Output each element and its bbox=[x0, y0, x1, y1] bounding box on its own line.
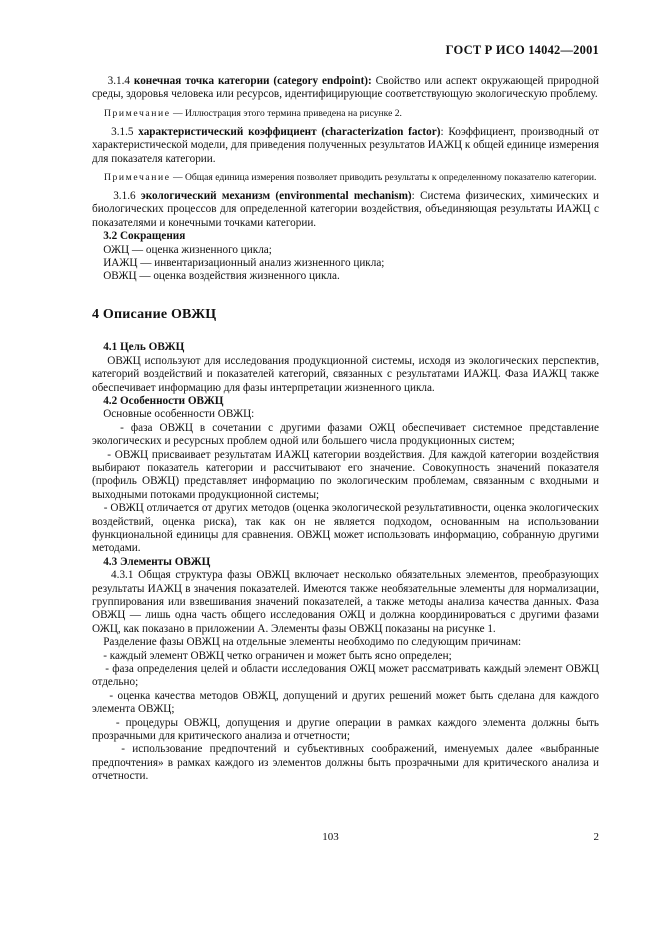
list-item bbox=[92, 717, 599, 744]
list-item-text: - оценка качества методов ОВЖЦ, допущений и других решений может быть сделана для каждого элемента ОВЖЦ; bbox=[92, 689, 600, 716]
document-body bbox=[92, 75, 599, 784]
section-title-text: 4 Описание ОВЖЦ bbox=[92, 306, 217, 322]
abbreviation-item bbox=[92, 257, 599, 270]
abbreviation-text: ОВЖЦ — оценка воздействия жизненного цикла. bbox=[103, 270, 340, 283]
definition: : Коэффициент, производный от характеристической модели, для приведения полученных результатов ИАЖЦ к общей единице измерения для показателя категории. bbox=[92, 125, 600, 165]
clause-number: 3.1.5 bbox=[111, 125, 134, 138]
note-label: Примечание bbox=[104, 172, 171, 184]
definition: Свойство или аспект окружающей природной среды, здоровья человека или ресурсов, идентифицирующие соответствующую экологическую проблему. bbox=[92, 75, 600, 101]
note-1 bbox=[92, 108, 599, 120]
definition: : Система физических, химических и биологических процессов для определенной категории воздействия, объединяющая результаты ИАЖЦ с показателями и конечными точками категории. bbox=[92, 190, 600, 229]
subsection-title-text: 4.3 Элементы ОВЖЦ bbox=[103, 555, 211, 568]
list-item bbox=[92, 650, 599, 663]
subsection-title-4-3 bbox=[92, 556, 599, 569]
abbreviation-text: ОЖЦ — оценка жизненного цикла; bbox=[103, 243, 272, 256]
paragraph-3-1-6 bbox=[92, 190, 599, 230]
list-item-text: - ОВЖЦ отличается от других методов (оценка экологической результативности, оценка экологических воздействий, оценка риска), так как он не является подходом, основанным на использовании функциональной единицы для сравнения. ОВЖЦ может использовать информацию, собранную другими методами. bbox=[92, 502, 600, 555]
subsection-title-text: 4.2 Особенности ОВЖЦ bbox=[103, 394, 224, 407]
list-item bbox=[92, 449, 599, 503]
note-label: Примечание bbox=[104, 107, 171, 119]
subsection-title-4-2 bbox=[92, 395, 599, 408]
list-item-text: - каждый элемент ОВЖЦ четко ограничен и может быть ясно определен; bbox=[103, 649, 452, 662]
list-item-text: - процедуры ОВЖЦ, допущения и другие операции в рамках каждого элемента должны быть прозрачными для критического анализа и отчетности; bbox=[92, 716, 599, 743]
paragraph-text: ОВЖЦ используют для исследования продукционной системы, исходя из экологических перспектив, категорий воздействий и показателей категорий, связанных с результатами ИАЖЦ. Фаза ИАЖЦ также обеспечивает информацию для фазы интерпретации жизненного цикла. bbox=[92, 354, 599, 394]
section-title-4 bbox=[92, 308, 599, 321]
document-header: ГОСТ Р ИСО 14042—2001 bbox=[445, 43, 599, 57]
subsection-title-3-2 bbox=[92, 230, 599, 243]
subsection-title-text: 3.2 Сокращения bbox=[103, 230, 186, 243]
list-item-text: - фаза определения целей и области исследования ОЖЦ может рассматривать каждый элемент ОВЖЦ отдельно; bbox=[92, 663, 599, 689]
subsection-title-text: 4.1 Цель ОВЖЦ bbox=[103, 341, 185, 354]
term: конечная точка категории (category endpoint): bbox=[133, 75, 372, 87]
sheet-number: 2 bbox=[593, 831, 599, 843]
abbreviation-item bbox=[92, 270, 599, 283]
list-item-text: - использование предпочтений и субъективных соображений, именуемых далее «выбранные предпочтения» в рамках каждого из элементов должны быть прозрачными для критического анализа и отчетности. bbox=[92, 743, 599, 783]
subsection-title-4-1 bbox=[92, 341, 599, 354]
list-item bbox=[92, 422, 599, 449]
paragraph-3-1-4 bbox=[92, 75, 599, 102]
page-number: 103 bbox=[322, 831, 339, 843]
note-text: — Иллюстрация этого термина приведена на рисунке 2. bbox=[170, 107, 402, 119]
list-item bbox=[92, 743, 599, 783]
paragraph-4-3-1-intro bbox=[92, 636, 599, 649]
paragraph-text: 4.3.1 Общая структура фазы ОВЖЦ включает несколько обязательных элементов, преобразующих результаты ИАЖЦ в значения показателей. Имеются также необязательные элементы для нормализации, группирования или взвешивания значений показателей, а также методы анализа качества данных. Фаза ОВЖЦ — лишь одна часть общего исследования ОЖЦ и должна координироваться с другими фазами ОЖЦ, как показано в приложении А. Элементы фазы ОВЖЦ показаны на рисунке 1. bbox=[92, 569, 600, 635]
abbreviation-text: ИАЖЦ — инвентаризационный анализ жизненного цикла; bbox=[103, 257, 385, 270]
term: экологический механизм (environmental mechanism) bbox=[140, 190, 412, 203]
list-item-text: - фаза ОВЖЦ в сочетании с другими фазами ОЖЦ обеспечивает системное представление экологических и ресурсных проблем одной или большего числа продукционных систем; bbox=[92, 421, 599, 448]
term: характеристический коэффициент (characterization factor) bbox=[138, 125, 441, 138]
abbreviation-item bbox=[92, 244, 599, 257]
list-item bbox=[92, 690, 599, 717]
clause-number: 3.1.6 bbox=[113, 190, 136, 203]
paragraph-4-3-1 bbox=[92, 569, 599, 636]
paragraph-text: Основные особенности ОВЖЦ: bbox=[103, 408, 255, 421]
paragraph-text: Разделение фазы ОВЖЦ на отдельные элементы необходимо по следующим причинам: bbox=[103, 636, 522, 649]
list-item bbox=[92, 502, 599, 556]
list-item-text: - ОВЖЦ присваивает результатам ИАЖЦ категории воздействия. Для каждой категории воздействия выбирают показатель категории и рассчитывают его значение. Совокупность значений показателя (профиль ОВЖЦ) представляет информацию по экологическим проблемам, связанным с входными и выходными потоками продукционной системы; bbox=[92, 448, 599, 501]
list-item bbox=[92, 663, 599, 690]
paragraph-4-1 bbox=[92, 355, 599, 395]
note-2 bbox=[92, 172, 599, 184]
paragraph-4-2-intro bbox=[92, 408, 599, 421]
paragraph-3-1-5 bbox=[92, 126, 599, 166]
note-text: — Общая единица измерения позволяет приводить результаты к определенному показателю категории. bbox=[170, 172, 597, 184]
clause-number: 3.1.4 bbox=[107, 75, 130, 87]
